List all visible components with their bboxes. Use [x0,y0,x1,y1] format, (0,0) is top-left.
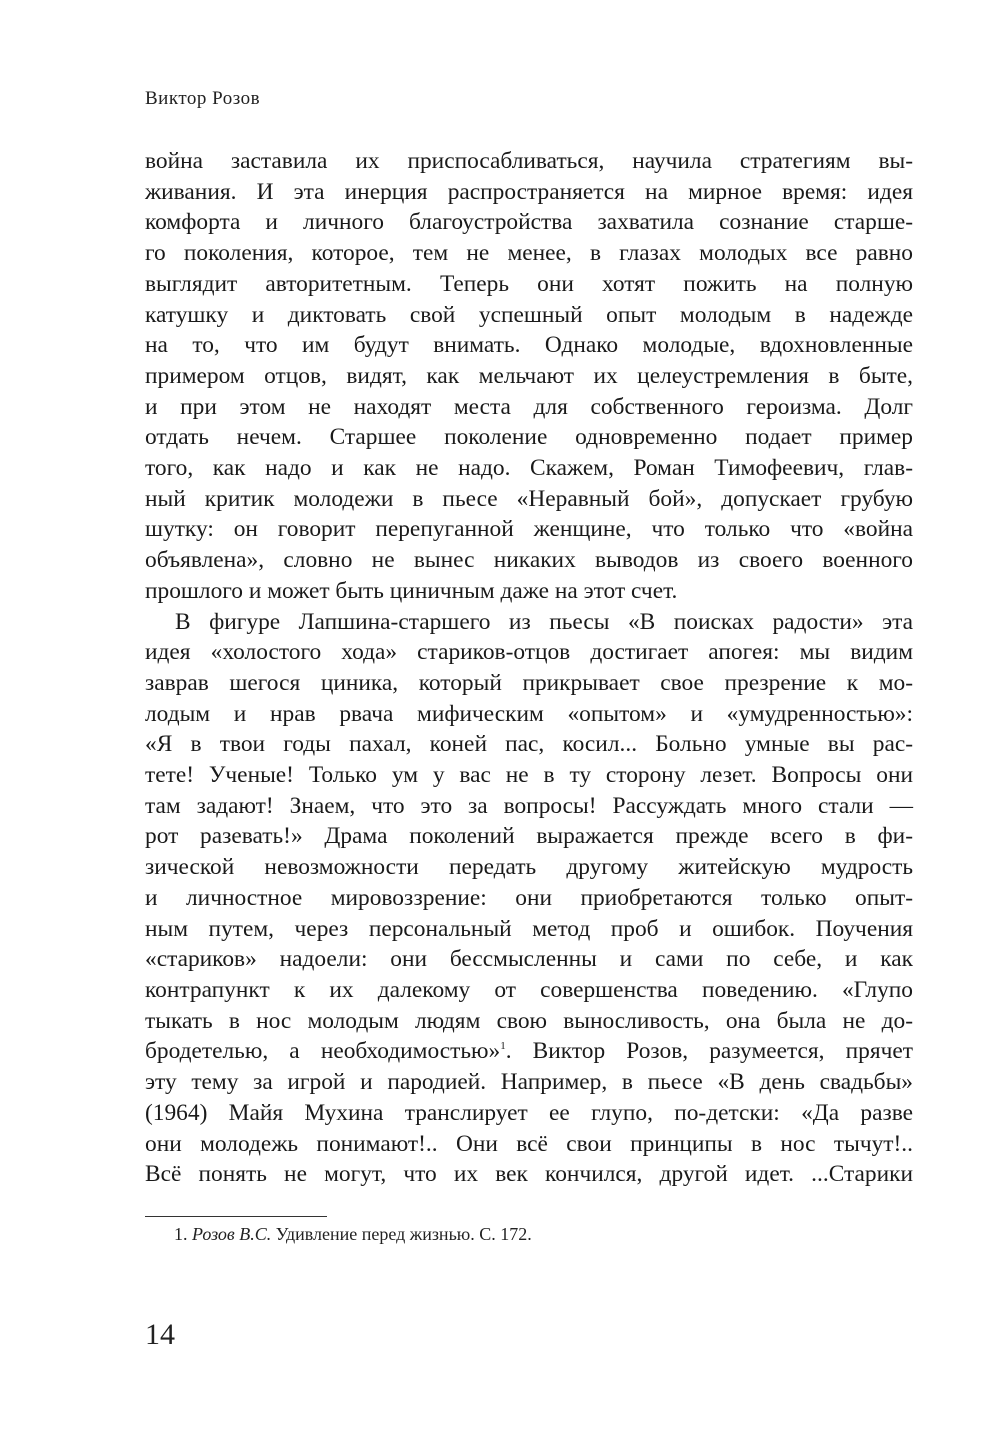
text-line: на то, что им будут внимать. Однако молодые, вдохновленные [145,332,913,359]
text-line: объявлена», словно не вынес никаких выводов из своего военного [145,547,913,574]
text-line: тете! Ученые! Только ум у вас не в ту сторону лезет. Вопросы они [145,762,913,789]
text-line: ный критик молодежи в пьесе «Неравный бой», допускает грубую [145,485,913,512]
text-line: го поколения, которое, тем не менее, в глазах молодых все равно [145,240,913,267]
text-line: война заставила их приспосабливаться, научила стратегиям вы- [145,148,913,174]
page-number: 14 [145,1318,175,1351]
text-segment: бродетелью, а необходимостью» [145,1038,501,1065]
text-line: контрапункт к их далекому от совершенства поведению. «Глупо [145,976,913,1003]
footnote-divider [145,1216,327,1217]
footnote-author: Розов В.С. [192,1224,272,1244]
text-line: того, как надо и как не надо. Скажем, Роман Тимофеевич, глав- [145,455,913,482]
footnote-reference[interactable]: 1 [500,1040,506,1053]
text-line: катушку и диктовать свой успешный опыт молодым в надежде [145,301,913,328]
text-line: примером отцов, видят, как мельчают их целеустремления в быте, [145,362,913,389]
text-line: заврав шегося циника, который прикрывает свое презрение к мо- [145,669,913,696]
text-line: Всё понять не могут, что их век кончился, другой идет. ...Старики [145,1161,913,1188]
text-segment: . Виктор Розов, разумеется, прячет [505,1038,913,1065]
text-line: тыкать в нос молодым людям свою выносливость, она была не до- [145,1007,913,1034]
running-head: Виктор Розов [145,88,261,109]
text-line: выглядит авторитетным. Теперь они хотят пожить на полную [145,270,913,297]
text-line: там задают! Знаем, что это за вопросы! Рассуждать много стали — [145,792,913,819]
text-line: ным путем, через персональный метод проб и ошибок. Поучения [145,915,913,942]
footnote [174,1224,532,1245]
text-line: эту тему за игрой и пародией. Например, в пьесе «В день свадьбы» [145,1069,913,1096]
text-line: «Я в твои годы пахал, коней пас, косил... Больно умные вы рас- [145,731,913,758]
text-line: «стариков» надоели: они бессмысленны и сами по себе, и как [145,946,913,973]
text-line: прошлого и может быть циничным даже на этот счет. [145,577,678,604]
text-line: комфорта и личного благоустройства захватила сознание старше- [145,209,913,236]
text-line: (1964) Майя Мухина транслирует ее глупо, по-детски: «Да разве [145,1099,913,1126]
footnote-number: 1. [174,1224,188,1244]
text-line: рот разевать!» Драма поколений выражается прежде всего в фи- [145,823,913,850]
text-line: и при этом не находят места для собственного героизма. Долг [145,393,913,420]
text-line: В фигуре Лапшина-старшего из пьесы «В поисках радости» эта [175,608,913,635]
text-line: отдать нечем. Старшее поколение одновременно подает пример [145,424,913,451]
text-line: и личностное мировоззрение: они приобретаются только опыт- [145,884,913,911]
text-line: живания. И эта инерция распространяется на мирное время: идея [145,178,913,205]
text-line: зической невозможности передать другому житейскую мудрость [145,854,913,881]
text-line-with-footnote [145,1036,913,1067]
text-line: лодым и нрав рвача мифическим «опытом» и «умудренностью»: [145,700,913,727]
footnote-text: Удивление перед жизнью. С. 172. [275,1224,532,1244]
text-line: идея «холостого хода» стариков-отцов достигает апогея: мы видим [145,639,913,666]
text-line: они молодежь понимают!.. Они всё свои принципы в нос тычут!.. [145,1130,913,1157]
body-text [145,146,913,1190]
text-line: шутку: он говорит перепуганной женщине, что только что «война [145,516,913,543]
